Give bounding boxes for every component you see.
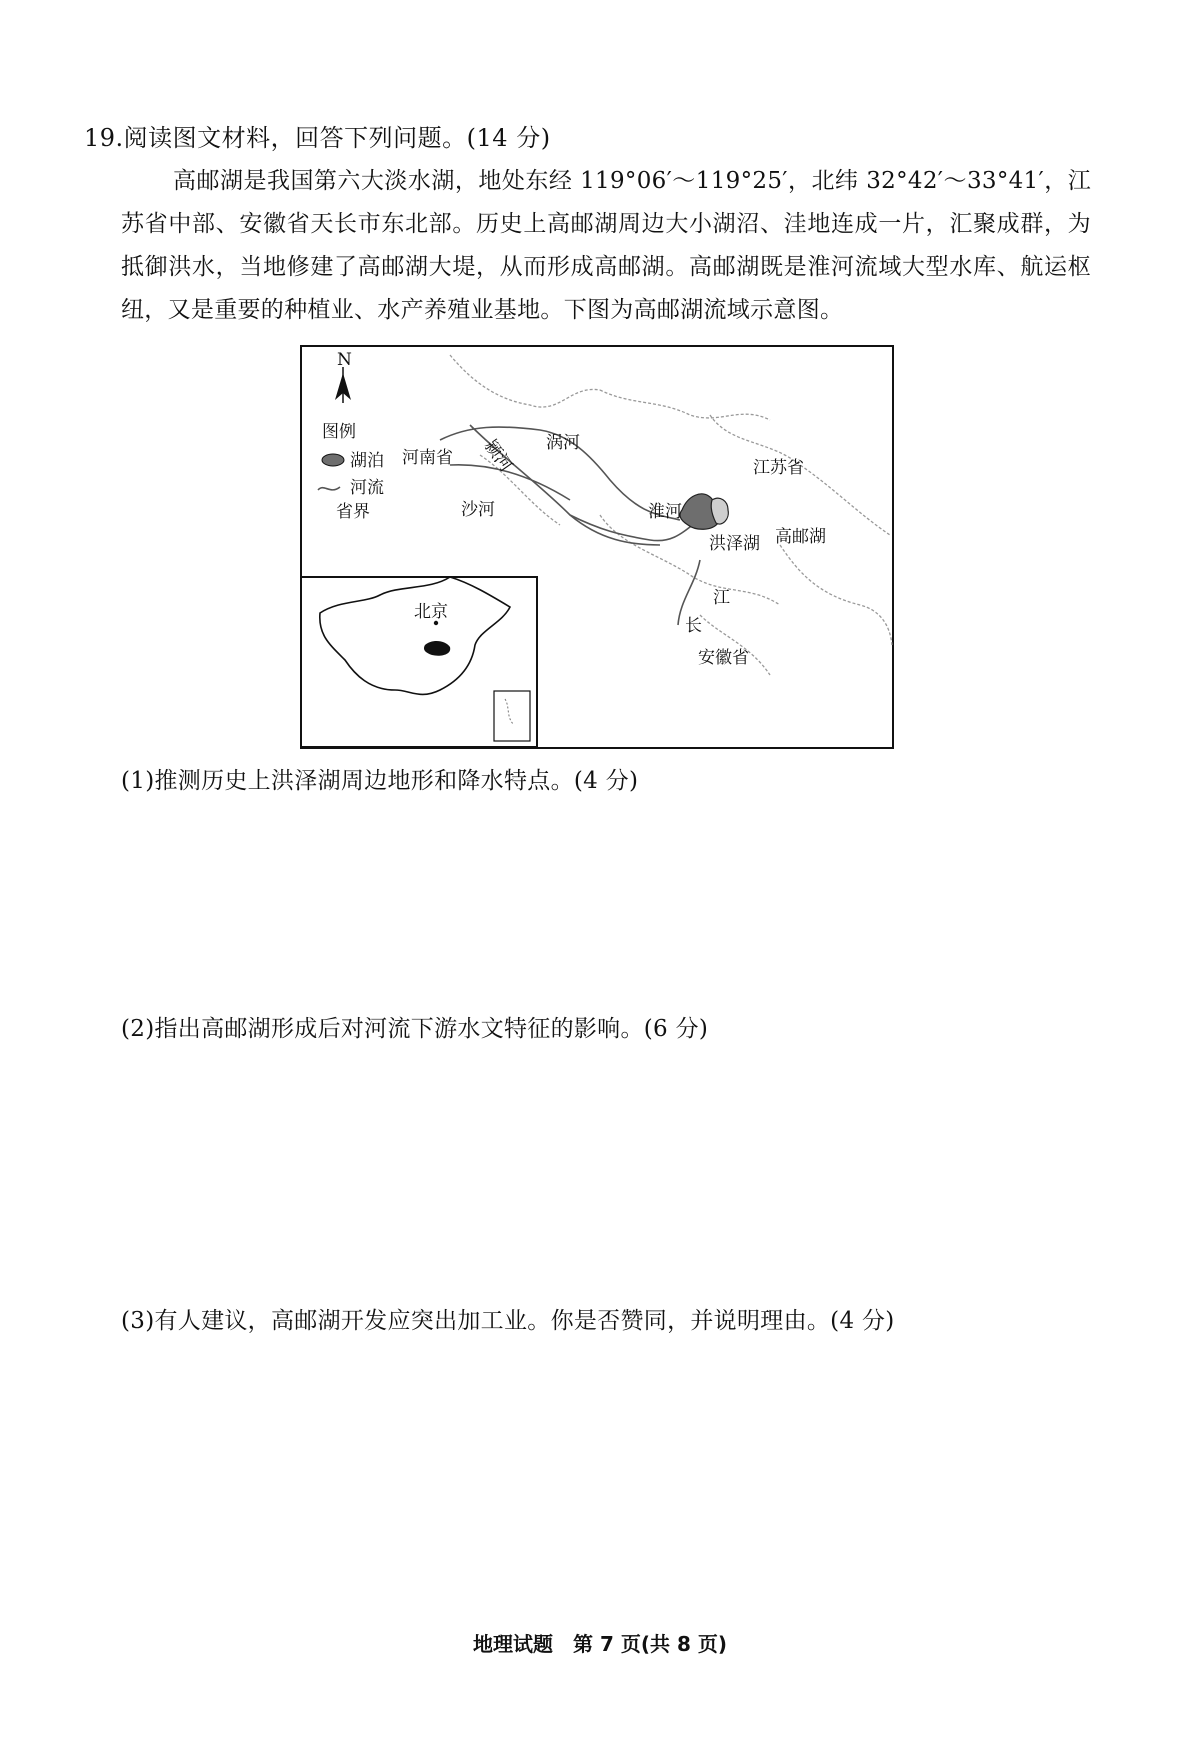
label-guohe-1: 涡河 [546,433,580,453]
label-chang: 长 [685,616,702,636]
label-henan: 河南省 [402,448,453,468]
sub-question-2: (2)指出高邮湖形成后对河流下游水文特征的影响。(6 分) [121,1016,709,1042]
label-yinghe: 颍河 [479,436,516,476]
label-jiang: 江 [713,588,730,608]
gaoyou-lake-basin-map [300,345,894,749]
page-footer: 地理试题 第 7 页(共 8 页) [473,1632,727,1656]
sub-question-3: (3)有人建议，高邮湖开发应突出加工业。你是否赞同，并说明理由。(4 分) [121,1308,895,1334]
label-hongzehu: 洪泽湖 [709,534,760,554]
legend-river-label: 河流 [350,478,384,498]
question-title: 19.阅读图文材料，回答下列问题。(14 分) [84,124,551,152]
label-beijing: 北京 [414,602,448,622]
material-paragraph: 高邮湖是我国第六大淡水湖，地处东经 119°06′～119°25′，北纬 32°42′～33°41′，江苏省中部、安徽省天长市东北部。历史上高邮湖周边大小湖沼、洼地连成一片，汇聚成群，为抵御洪水，当地修建了高邮湖大堤，从而形成高邮湖。高邮湖既是淮河流域大型水库、航运枢纽，又是重要的种植业、水产养殖业基地。下图为高邮湖流域示意图。 [121,168,1091,323]
label-gaoyouhu: 高邮湖 [775,527,826,547]
legend-boundary-label: 省界 [336,502,370,522]
sub-question-1: (1)推测历史上洪泽湖周边地形和降水特点。(4 分) [121,768,639,794]
label-jiangsu: 江苏省 [753,458,804,478]
north-label: N [337,350,352,370]
label-anhui: 安徽省 [698,648,749,668]
legend-lake-label: 湖泊 [350,451,384,471]
label-shahe: 沙河 [461,500,495,520]
legend-title: 图例 [322,422,356,442]
label-huaihe: 淮河 [648,502,682,522]
legend-lake-icon [322,454,344,466]
